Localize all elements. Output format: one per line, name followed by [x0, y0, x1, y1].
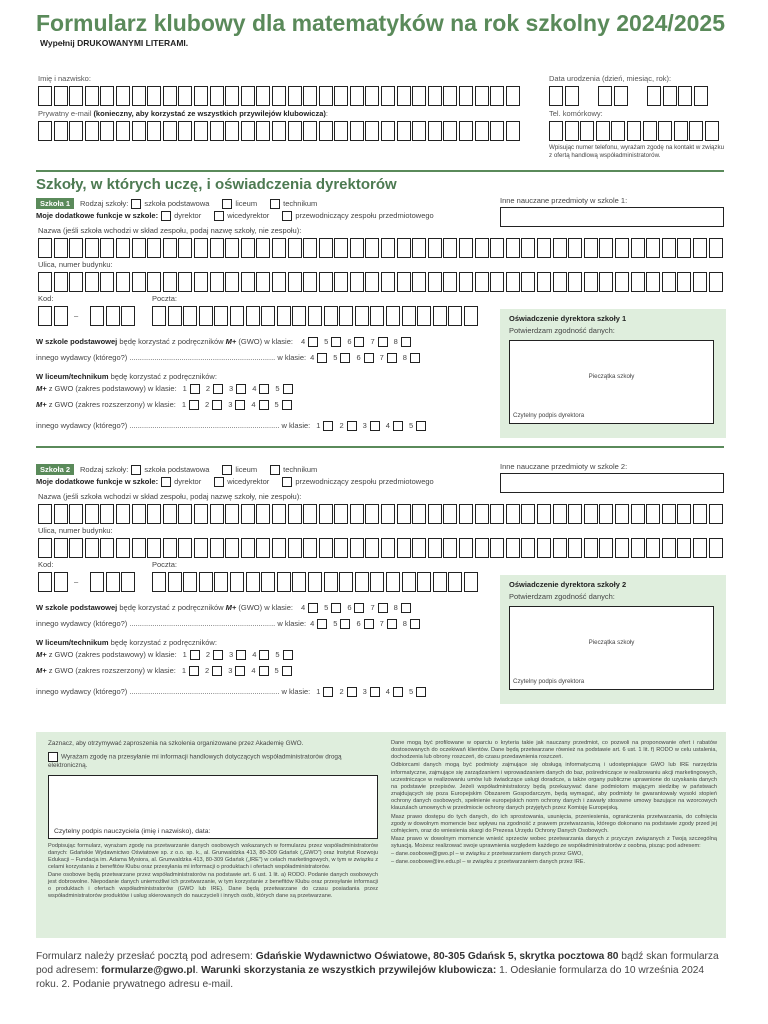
char-cell[interactable] — [303, 504, 317, 524]
char-cell[interactable] — [178, 504, 192, 524]
section-title: Szkoły, w których uczę, i oświadczenia dyrektorów — [36, 176, 397, 193]
postal-code-label: Kod: — [38, 294, 54, 303]
char-cell[interactable] — [433, 572, 447, 592]
school-name-label: Nazwa (jeśli szkoła wchodzi w skład zespołu, podaj nazwę szkoły, nie zespołu): — [38, 226, 302, 235]
grade-label: 5 — [333, 619, 338, 628]
grade-checkbox[interactable] — [323, 687, 333, 697]
grade-label: 3 — [229, 650, 234, 659]
primary-textbooks-row: W szkole podstawowej będę korzystać z podręczników M+ (GWO) w klasie: 4 5 6 7 8 — [36, 603, 411, 613]
grade-checkbox[interactable] — [213, 650, 223, 660]
school-type-label: liceum — [235, 199, 258, 208]
high-basic-row: M+ z GWO (zakres podstawowy) w klasie: 1 2 3 4 5 — [36, 384, 293, 394]
char-cell[interactable] — [324, 572, 338, 592]
char-cell[interactable] — [132, 538, 146, 558]
grade-label: 8 — [393, 603, 398, 612]
grade-label: 5 — [275, 384, 280, 393]
grade-checkbox[interactable] — [378, 603, 388, 613]
roles-row — [36, 477, 444, 487]
char-cell[interactable] — [490, 538, 504, 558]
char-cell[interactable] — [646, 504, 660, 524]
char-cell[interactable] — [210, 504, 224, 524]
char-cell[interactable] — [615, 538, 629, 558]
char-cell[interactable] — [85, 538, 99, 558]
city-label: Poczta: — [152, 294, 178, 303]
grade-label: 3 — [228, 400, 233, 409]
char-cell[interactable] — [225, 538, 239, 558]
grade-checkbox[interactable] — [387, 619, 397, 629]
char-cell[interactable] — [677, 504, 691, 524]
city-field[interactable] — [152, 572, 479, 592]
char-cell[interactable] — [334, 504, 348, 524]
char-cell[interactable] — [147, 504, 161, 524]
char-cell[interactable] — [256, 538, 270, 558]
char-cell[interactable] — [599, 538, 613, 558]
grade-label: 1 — [181, 400, 187, 409]
high-extended-row: M+ z GWO (zakres rozszerzony) w klasie: 1 2 3 4 5 — [36, 666, 292, 676]
char-cell[interactable] — [397, 504, 411, 524]
director-signature-label: Czytelny podpis dyrektora — [513, 678, 585, 685]
grade-label: 6 — [347, 603, 352, 612]
char-cell[interactable] — [537, 504, 551, 524]
high-other-publisher-row: innego wydawcy (którego?) ........................................................................ w klasie: 1 2 3 4 5 — [36, 421, 426, 431]
primary-other-publisher-row: innego wydawcy (którego?) ...................................................................... w klasie: 4 5 6 7 8 — [36, 353, 420, 363]
grade-checkbox[interactable] — [416, 687, 426, 697]
academy-note: Zaznacz, aby otrzymywać zaproszenia na szkolenia organizowane przez Akademię GWO. — [48, 740, 304, 747]
role-label: wicedyrektor — [227, 477, 270, 486]
char-cell[interactable] — [412, 538, 426, 558]
char-cell[interactable] — [599, 504, 613, 524]
char-cell[interactable] — [277, 572, 291, 592]
school-type-label: technikum — [283, 199, 318, 208]
grade-label: 7 — [379, 619, 384, 628]
char-cell[interactable] — [464, 572, 478, 592]
school-type-label: szkoła podstawowa — [144, 199, 210, 208]
school-type-label: technikum — [283, 465, 318, 474]
char-cell[interactable] — [693, 504, 707, 524]
grade-label: 2 — [205, 400, 210, 409]
char-cell[interactable] — [246, 572, 260, 592]
grade-label: 8 — [402, 619, 407, 628]
char-cell[interactable] — [521, 504, 535, 524]
grade-checkbox[interactable] — [189, 666, 199, 676]
birth-label: Data urodzenia (dzień, miesiąc, rok): — [549, 74, 672, 83]
grade-label: 7 — [370, 603, 375, 612]
role-label: dyrektor — [174, 477, 202, 486]
grade-label: 3 — [362, 421, 367, 430]
char-cell[interactable] — [116, 538, 130, 558]
char-cell[interactable] — [459, 538, 473, 558]
grade-checkbox[interactable] — [283, 650, 293, 660]
grade-label: 5 — [324, 337, 329, 346]
grade-checkbox[interactable] — [370, 687, 380, 697]
char-cell[interactable] — [54, 504, 68, 524]
char-cell[interactable] — [288, 538, 302, 558]
char-cell[interactable] — [116, 504, 130, 524]
grade-checkbox[interactable] — [190, 650, 200, 660]
school-name-label: Nazwa (jeśli szkoła wchodzi w skład zespołu, podaj nazwę szkoły, nie zespołu): — [38, 492, 302, 501]
grade-checkbox[interactable] — [308, 603, 318, 613]
school-type-label: Rodzaj szkoły: — [80, 199, 129, 208]
char-cell[interactable] — [709, 538, 723, 558]
char-cell[interactable] — [568, 538, 582, 558]
char-cell[interactable] — [272, 538, 286, 558]
char-cell[interactable] — [214, 572, 228, 592]
consent-right-text: Dane mogą być profilowane w oparciu o kryteria takie jak nauczany przedmiot, co pozwoli na proponowanie ofert i rabatów dostosowanych do oczekiwań klientów. Dane będą przetwarzane również na podstawie art. 6 ust. 1 lit. f) RODO w celu ustalenia, dochodzenia lub obrony roszczeń, do czasu przedawnienia roszczeń. Odbiorcami danych mogą być podmioty zajmujące się obsługą informatyczną i udostępniające GWO lub IRE narzędzia informatyczne, zajmujące się zarządzaniem i wprowadzaniem danych do baz, pośredniczące w realizowaniu akcji marketingowych, uczestniczące w realizowaniu umów lub świadczące usługi doradcze, a także organy publiczne uprawnione do uzyskania danych na podstawie przepisów. Jeżeli współadministratorzy będą przekazywać dane podmiotom mającym siedzibę w państwach znajdujących się poza Europejskim Obszarem Gospodarczym, będą wymagać, aby podmioty te gwarantowały wysoki stopień ochrony danych osobowych, spełnienie europejskich norm ochrony danych i zawarły stosowne umowy bazujące na wzorcowych klauzulach umownych w przedmiocie ochrony danych przyjętych przez Komisję Europejską. Masz prawo dostępu do tych danych, do ich sprostowania, usunięcia, przeniesienia, ograniczenia przetwarzania, do cofnięcia zgody w dowolnym momencie bez wpływu na zgodność z prawem przetwarzania, którego dokonano na podstawie zgody przed jej cofnięciem, oraz do wniesienia skargi do Prezesa Urzędu Ochrony Danych Osobowych. Masz prawo w dowolnym momencie wnieść sprzeciw wobec przetwarzania danych z przyczyn związanych z Twoją szczególną sytuacją. Możesz realizować swoje uprawnienia względem każdego ze współadministratorów z osobna, pisząc pod adresem: – dane.osobowe@gwo.pl – w związku z przetwarzaniem danych przez GWO, – dane.osobowe@ire.edu.pl – w związku z przetwarzaniem danych przez IRE. — [391, 740, 717, 865]
role-label: dyrektor — [174, 211, 202, 220]
char-cell[interactable] — [241, 504, 255, 524]
char-cell[interactable] — [100, 538, 114, 558]
char-cell[interactable] — [584, 538, 598, 558]
grade-label: 4 — [300, 603, 306, 612]
char-cell[interactable] — [475, 504, 489, 524]
grade-label: 6 — [356, 353, 361, 362]
grade-checkbox[interactable] — [259, 666, 269, 676]
grade-label: 1 — [316, 421, 321, 430]
char-cell[interactable] — [241, 538, 255, 558]
grade-checkbox[interactable] — [235, 666, 245, 676]
form-title: Formularz klubowy dla matematyków na rok szkolny 2024/2025 — [36, 10, 725, 36]
grade-label: 4 — [300, 337, 306, 346]
school-stamp-label: Pieczątka szkoły — [588, 639, 635, 646]
char-cell[interactable] — [303, 538, 317, 558]
grade-checkbox[interactable] — [347, 687, 357, 697]
char-cell[interactable] — [106, 572, 120, 592]
grade-label: 3 — [228, 666, 233, 675]
char-cell[interactable] — [350, 538, 364, 558]
director-title: Oświadczenie dyrektora szkoły 1 — [509, 314, 627, 323]
grade-label: 1 — [182, 384, 187, 393]
primary-textbooks-row: W szkole podstawowej będę korzystać z podręczników M+ (GWO) w klasie: 4 5 6 7 8 — [36, 337, 411, 347]
char-cell[interactable] — [199, 572, 213, 592]
char-cell[interactable] — [459, 504, 473, 524]
char-cell[interactable] — [646, 538, 660, 558]
char-cell[interactable] — [402, 572, 416, 592]
role-checkbox[interactable] — [282, 477, 292, 487]
char-cell[interactable] — [90, 572, 104, 592]
city-label: Poczta: — [152, 560, 178, 569]
school-tag: Szkoła 2 — [36, 464, 74, 475]
other-subjects-field[interactable] — [500, 473, 724, 493]
char-cell[interactable] — [319, 504, 333, 524]
grade-checkbox[interactable] — [393, 687, 403, 697]
grade-checkbox[interactable] — [401, 603, 411, 613]
char-cell[interactable] — [147, 538, 161, 558]
char-cell[interactable] — [584, 504, 598, 524]
char-cell[interactable] — [365, 504, 379, 524]
char-cell[interactable] — [386, 572, 400, 592]
footer-instructions: Formularz należy przesłać pocztą pod adresem: Gdańskie Wydawnictwo Oświatowe, 80-305 Gdańsk 5, skrytka pocztowa 80 bądź skan formularza pod adresem: formularze@gwo.pl. Warunki skorzystania ze wszystkich przywilejów klubowicza: 1. Odesłanie formularza do 10 września 2024 roku. 2. Podanie prywatnego adresu e-mail. — [36, 951, 719, 990]
grade-label: 2 — [339, 421, 344, 430]
grade-label: 4 — [310, 353, 315, 362]
role-label: wicedyrektor — [227, 211, 270, 220]
char-cell[interactable] — [443, 504, 457, 524]
grade-label: 4 — [385, 687, 390, 696]
grade-label: 1 — [181, 666, 187, 675]
char-cell[interactable] — [225, 504, 239, 524]
char-cell[interactable] — [163, 538, 177, 558]
char-cell[interactable] — [319, 538, 333, 558]
char-cell[interactable] — [38, 572, 52, 592]
grade-label: 5 — [274, 400, 279, 409]
char-cell[interactable] — [475, 538, 489, 558]
char-cell[interactable] — [631, 504, 645, 524]
grade-label: 4 — [251, 666, 256, 675]
char-cell[interactable] — [334, 538, 348, 558]
high-school-header: W liceum/technikum będę korzystać z podręczników: — [36, 638, 217, 647]
grade-label: 5 — [275, 650, 280, 659]
grade-checkbox[interactable] — [331, 603, 341, 613]
char-cell[interactable] — [85, 504, 99, 524]
grade-label: 4 — [252, 650, 257, 659]
char-cell[interactable] — [152, 572, 166, 592]
char-cell[interactable] — [662, 538, 676, 558]
roles-label: Moje dodatkowe funkcje w szkole: — [36, 211, 159, 220]
grade-label: 8 — [393, 337, 398, 346]
postal-dash: – — [74, 311, 79, 320]
grade-label: 5 — [408, 421, 414, 430]
char-cell[interactable] — [443, 538, 457, 558]
char-cell[interactable] — [490, 504, 504, 524]
char-cell[interactable] — [69, 538, 83, 558]
director-confirm: Potwierdzam zgodność danych: — [509, 592, 615, 601]
grade-label: 5 — [274, 666, 279, 675]
name-label: Imię i nazwisko: — [38, 74, 91, 83]
director-signature-label: Czytelny podpis dyrektora — [513, 412, 585, 419]
char-cell[interactable] — [677, 538, 691, 558]
char-cell[interactable] — [381, 538, 395, 558]
grade-label: 7 — [370, 337, 375, 346]
grade-label: 5 — [408, 687, 414, 696]
grade-label: 2 — [339, 687, 344, 696]
char-cell[interactable] — [308, 572, 322, 592]
phone-note: Wpisując numer telefonu, wyrażam zgodę na kontakt w związku z ofertą handlową współadministratorów. — [549, 144, 725, 160]
char-cell[interactable] — [428, 538, 442, 558]
char-cell[interactable] — [448, 572, 462, 592]
char-cell[interactable] — [54, 538, 68, 558]
high-other-publisher-row: innego wydawcy (którego?) ........................................................................ w klasie: 1 2 3 4 5 — [36, 687, 426, 697]
char-cell[interactable] — [183, 572, 197, 592]
char-cell[interactable] — [292, 572, 306, 592]
role-label: przewodniczący zespołu przedmiotowego — [295, 211, 434, 220]
school-type-checkbox[interactable] — [270, 465, 280, 475]
grade-checkbox[interactable] — [410, 619, 420, 629]
phone-label: Tel. komórkowy: — [549, 109, 603, 118]
grade-checkbox[interactable] — [364, 619, 374, 629]
char-cell[interactable] — [210, 538, 224, 558]
director-title: Oświadczenie dyrektora szkoły 2 — [509, 580, 627, 589]
char-cell[interactable] — [365, 538, 379, 558]
char-cell[interactable] — [121, 572, 135, 592]
char-cell[interactable] — [397, 538, 411, 558]
grade-label: 4 — [252, 384, 257, 393]
char-cell[interactable] — [662, 504, 676, 524]
primary-other-publisher-row: innego wydawcy (którego?) ...................................................................... w klasie: 4 5 6 7 8 — [36, 619, 420, 629]
grade-checkbox[interactable] — [340, 619, 350, 629]
char-cell[interactable] — [417, 572, 431, 592]
grade-label: 6 — [356, 619, 361, 628]
school-type-checkbox[interactable] — [131, 465, 141, 475]
char-cell[interactable] — [230, 572, 244, 592]
char-cell[interactable] — [261, 572, 275, 592]
grade-label: 2 — [205, 650, 211, 659]
char-cell[interactable] — [163, 504, 177, 524]
postal-code-part2[interactable] — [90, 572, 137, 592]
char-cell[interactable] — [553, 504, 567, 524]
grade-label: 7 — [379, 353, 384, 362]
char-cell[interactable] — [693, 538, 707, 558]
grade-label: 3 — [362, 687, 367, 696]
grade-label: 5 — [324, 603, 329, 612]
school-type-label: Rodzaj szkoły: — [80, 465, 129, 474]
school-name-field[interactable] — [38, 504, 724, 524]
postal-code-label: Kod: — [38, 560, 54, 569]
roles-label: Moje dodatkowe funkcje w szkole: — [36, 477, 159, 486]
char-cell[interactable] — [381, 504, 395, 524]
char-cell[interactable] — [256, 504, 270, 524]
grade-checkbox[interactable] — [317, 619, 327, 629]
char-cell[interactable] — [194, 504, 208, 524]
grade-checkbox[interactable] — [236, 650, 246, 660]
teacher-signature-label: Czytelny podpis nauczyciela (imię i nazwisko), data: — [54, 828, 211, 835]
char-cell[interactable] — [537, 538, 551, 558]
char-cell[interactable] — [350, 504, 364, 524]
char-cell[interactable] — [355, 572, 369, 592]
char-cell[interactable] — [38, 504, 52, 524]
char-cell[interactable] — [69, 504, 83, 524]
grade-label: 4 — [310, 619, 315, 628]
char-cell[interactable] — [506, 538, 520, 558]
grade-label: 4 — [251, 400, 256, 409]
char-cell[interactable] — [288, 504, 302, 524]
char-cell[interactable] — [709, 504, 723, 524]
school-type-checkbox[interactable] — [222, 465, 232, 475]
marketing-consent: Wyrażam zgodę na przesyłanie mi informacji handlowych dotyczących współadministratorów drogą elektroniczną. — [48, 753, 342, 770]
school-type-row — [36, 464, 327, 475]
char-cell[interactable] — [178, 538, 192, 558]
grade-label: 8 — [402, 353, 407, 362]
char-cell[interactable] — [339, 572, 353, 592]
street-field[interactable] — [38, 538, 724, 558]
char-cell[interactable] — [506, 504, 520, 524]
grade-label: 2 — [205, 384, 211, 393]
other-subjects-label: Inne nauczane przedmioty w szkole 2: — [500, 462, 628, 471]
postal-dash: – — [74, 577, 79, 586]
street-label: Ulica, numer budynku: — [38, 526, 113, 535]
char-cell[interactable] — [272, 504, 286, 524]
high-basic-row: M+ z GWO (zakres podstawowy) w klasie: 1 2 3 4 5 — [36, 650, 293, 660]
school-tag: Szkoła 1 — [36, 198, 74, 209]
grade-label: 5 — [333, 353, 338, 362]
other-subjects-label: Inne nauczane przedmioty w szkole 1: — [500, 196, 628, 205]
grade-label: 6 — [347, 337, 352, 346]
grade-checkbox[interactable] — [282, 666, 292, 676]
grade-label: 4 — [385, 421, 390, 430]
char-cell[interactable] — [194, 538, 208, 558]
char-cell[interactable] — [521, 538, 535, 558]
char-cell[interactable] — [168, 572, 182, 592]
role-checkbox[interactable] — [161, 477, 171, 487]
char-cell[interactable] — [412, 504, 426, 524]
street-label: Ulica, numer budynku: — [38, 260, 113, 269]
char-cell[interactable] — [38, 538, 52, 558]
consent-left-text: Podpisując formularz, wyrażam zgodę na przetwarzanie danych osobowych wskazanych w formularzu przez współadministratorów danych: Gdańskie Wydawnictwo Oświatowe sp. z o.o. sp. k., al. Grunwaldzka 413, 80-309 Gdańsk („GWO”) oraz Instytut Rozwoju Edukacji – Fundacja im. Adama Mysiora, al. Grunwaldzka 413, 80-309 Gdańsk („IRE”) w celach marketingowych, w tym w związku z celami korzystania z benefitów Klubu oraz przesyłania mi informacji o produktach i ofertach współadministratorów. Dane osobowe będą przetwarzane przez współadministratorów na podstawie art. 6 ust. 1 lit. a) RODO. Podanie danych osobowych jest dobrowolne. Niepodanie danych uniemożliwi ich przetwarzanie, w tym korzystanie z benefitów Klubu oraz przesyłanie informacji o produktach i ofertach współadministratorów (GWO lub IRE). Dane będą przetwarzane do czasu posiadania przez współadministratorów produktów i usług skierowanych do nauczycieli i innych osób, których dane są przetwarzane. — [48, 843, 378, 900]
marketing-consent-checkbox[interactable] — [48, 752, 58, 762]
form-subtitle: Wypełnij DRUKOWANYMI LITERAMI. — [40, 38, 189, 48]
role-label: przewodniczący zespołu przedmiotowego — [295, 477, 434, 486]
char-cell[interactable] — [568, 504, 582, 524]
char-cell[interactable] — [100, 504, 114, 524]
char-cell[interactable] — [132, 504, 146, 524]
grade-label: 1 — [316, 687, 321, 696]
director-confirm: Potwierdzam zgodność danych: — [509, 326, 615, 335]
char-cell[interactable] — [54, 572, 68, 592]
char-cell[interactable] — [553, 538, 567, 558]
school-type-label: liceum — [235, 465, 258, 474]
char-cell[interactable] — [428, 504, 442, 524]
grade-label: 3 — [229, 384, 234, 393]
school-type-label: szkoła podstawowa — [144, 465, 210, 474]
high-school-header: W liceum/technikum będę korzystać z podręczników: — [36, 372, 217, 381]
role-checkbox[interactable] — [214, 477, 224, 487]
postal-code-part1[interactable] — [38, 572, 69, 592]
email-label: Prywatny e-mail (konieczny, aby korzystać ze wszystkich przywilejów klubowicza): — [38, 109, 328, 118]
char-cell[interactable] — [615, 504, 629, 524]
grade-label: 1 — [182, 650, 187, 659]
char-cell[interactable] — [370, 572, 384, 592]
char-cell[interactable] — [631, 538, 645, 558]
grade-label: 2 — [205, 666, 210, 675]
grade-checkbox[interactable] — [212, 666, 222, 676]
grade-checkbox[interactable] — [354, 603, 364, 613]
grade-checkbox[interactable] — [259, 650, 269, 660]
high-extended-row: M+ z GWO (zakres rozszerzony) w klasie: 1 2 3 4 5 — [36, 400, 292, 410]
school-stamp-label: Pieczątka szkoły — [588, 373, 635, 380]
